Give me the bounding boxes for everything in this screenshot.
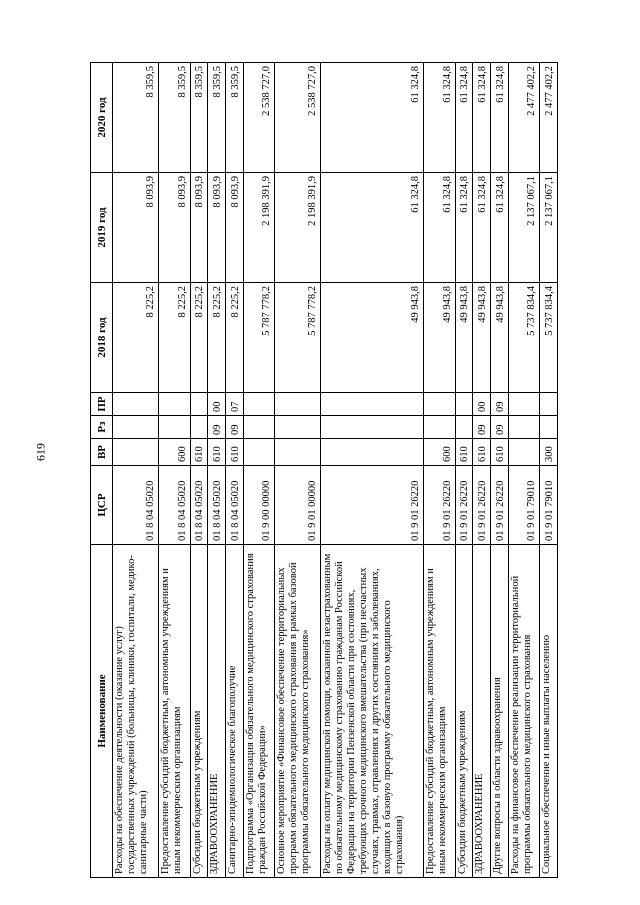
cell-2018: 5 737 834,4 bbox=[508, 283, 540, 393]
cell-2019: 61 324,8 bbox=[321, 173, 423, 283]
cell-2020: 2 477 402,2 bbox=[540, 63, 558, 173]
cell-vr: 610 bbox=[208, 439, 226, 466]
table-row bbox=[113, 63, 159, 878]
cell-2019: 8 093,9 bbox=[113, 173, 159, 283]
cell-2019: 2 137 067,1 bbox=[540, 173, 558, 283]
cell-2018: 8 225,2 bbox=[113, 283, 159, 393]
cell-vr: 610 bbox=[455, 439, 473, 466]
table-row bbox=[540, 63, 558, 878]
cell-name: Подпрограмма «Организация обязательного медицинского страхования граждан Российской Федерации» bbox=[243, 545, 275, 878]
cell-2019: 61 324,8 bbox=[490, 173, 508, 283]
cell-2019: 8 093,9 bbox=[226, 173, 244, 283]
cell-2020: 2 538 727,0 bbox=[243, 63, 275, 173]
cell-name: ЗДРАВООХРАНЕНИЕ bbox=[473, 545, 491, 878]
cell-pr bbox=[243, 393, 275, 416]
cell-vr bbox=[321, 439, 423, 466]
cell-rz: 09 bbox=[473, 416, 491, 439]
cell-2018: 8 225,2 bbox=[158, 283, 190, 393]
cell-2018: 49 943,8 bbox=[455, 283, 473, 393]
cell-2018: 5 737 834,4 bbox=[540, 283, 558, 393]
cell-rz bbox=[321, 416, 423, 439]
cell-rz bbox=[275, 416, 321, 439]
table-header-row bbox=[91, 63, 113, 878]
cell-pr bbox=[540, 393, 558, 416]
cell-vr: 600 bbox=[158, 439, 190, 466]
cell-name: Расходы на оплату медицинской помощи, оказанной незастрахованным по обязательному медицинскому страхованию гражданам Российской Федерации на территории Пензенской области при состояниях, требующих срочного медицинского вмешательства (при несчастных случаях, травмах, отравлениях и других состояниях и заболеваниях, входящих в базовую программу обязательного медицинского страхования) bbox=[321, 545, 423, 878]
cell-csr: 01 9 01 26220 bbox=[490, 466, 508, 545]
cell-pr: 07 bbox=[226, 393, 244, 416]
cell-2018: 8 225,2 bbox=[226, 283, 244, 393]
header-pr: ПР bbox=[91, 393, 113, 416]
cell-rz bbox=[540, 416, 558, 439]
cell-pr bbox=[423, 393, 455, 416]
cell-rz: 09 bbox=[208, 416, 226, 439]
table-row bbox=[275, 63, 321, 878]
cell-2020: 61 324,8 bbox=[321, 63, 423, 173]
cell-2018: 5 787 778,2 bbox=[243, 283, 275, 393]
cell-2020: 8 359,5 bbox=[190, 63, 208, 173]
table-row bbox=[473, 63, 491, 878]
table-row bbox=[490, 63, 508, 878]
cell-name: Другие вопросы в области здравоохранения bbox=[490, 545, 508, 878]
cell-name: ЗДРАВООХРАНЕНИЕ bbox=[208, 545, 226, 878]
cell-2020: 61 324,8 bbox=[423, 63, 455, 173]
cell-name: Социальное обеспечение и иные выплаты населению bbox=[540, 545, 558, 878]
cell-2019: 61 324,8 bbox=[423, 173, 455, 283]
cell-2019: 2 137 067,1 bbox=[508, 173, 540, 283]
header-csr: ЦСР bbox=[91, 466, 113, 545]
cell-csr: 01 9 01 00000 bbox=[275, 466, 321, 545]
table-row bbox=[455, 63, 473, 878]
cell-2018: 5 787 778,2 bbox=[275, 283, 321, 393]
cell-2020: 8 359,5 bbox=[208, 63, 226, 173]
cell-rz bbox=[455, 416, 473, 439]
cell-rz: 09 bbox=[226, 416, 244, 439]
cell-2020: 8 359,5 bbox=[226, 63, 244, 173]
cell-2019: 8 093,9 bbox=[190, 173, 208, 283]
cell-csr: 01 9 00 00000 bbox=[243, 466, 275, 545]
cell-rz bbox=[508, 416, 540, 439]
header-vr: ВР bbox=[91, 439, 113, 466]
cell-2019: 8 093,9 bbox=[158, 173, 190, 283]
cell-csr: 01 9 01 79010 bbox=[508, 466, 540, 545]
cell-2020: 2 538 727,0 bbox=[275, 63, 321, 173]
cell-pr bbox=[321, 393, 423, 416]
cell-name: Расходы на обеспечение деятельности (оказание услуг) государственных учреждений (больницы, клиники, госпитали, медико-санитарные части) bbox=[113, 545, 159, 878]
cell-pr: 00 bbox=[208, 393, 226, 416]
cell-vr bbox=[508, 439, 540, 466]
table-row bbox=[158, 63, 190, 878]
cell-vr: 610 bbox=[473, 439, 491, 466]
cell-csr: 01 8 04 05020 bbox=[208, 466, 226, 545]
cell-name: Субсидии бюджетным учреждениям bbox=[455, 545, 473, 878]
cell-pr: 09 bbox=[490, 393, 508, 416]
cell-csr: 01 8 04 05020 bbox=[113, 466, 159, 545]
cell-2020: 8 359,5 bbox=[158, 63, 190, 173]
cell-pr bbox=[158, 393, 190, 416]
table-row bbox=[321, 63, 423, 878]
cell-rz bbox=[243, 416, 275, 439]
header-2020: 2020 год bbox=[91, 63, 113, 173]
cell-name: Санитарно-эпидемиологическое благополучие bbox=[226, 545, 244, 878]
cell-2019: 61 324,8 bbox=[473, 173, 491, 283]
cell-vr bbox=[275, 439, 321, 466]
header-2018: 2018 год bbox=[91, 283, 113, 393]
cell-2018: 49 943,8 bbox=[423, 283, 455, 393]
cell-2020: 61 324,8 bbox=[455, 63, 473, 173]
cell-2020: 61 324,8 bbox=[490, 63, 508, 173]
page-number: 619 bbox=[33, 443, 48, 461]
table-row bbox=[208, 63, 226, 878]
cell-2018: 49 943,8 bbox=[321, 283, 423, 393]
cell-csr: 01 8 04 05020 bbox=[190, 466, 208, 545]
cell-name: Субсидии бюджетным учреждениям bbox=[190, 545, 208, 878]
budget-table bbox=[90, 62, 558, 878]
cell-2018: 49 943,8 bbox=[473, 283, 491, 393]
cell-name: Предоставление субсидий бюджетным, автономным учреждениям и иным некоммерческим организациям bbox=[158, 545, 190, 878]
cell-pr bbox=[113, 393, 159, 416]
cell-csr: 01 9 01 26220 bbox=[423, 466, 455, 545]
cell-rz: 09 bbox=[490, 416, 508, 439]
cell-name: Основное мероприятие «Финансовое обеспечение территориальных программ обязательного медицинского страхования в рамках базовой программы обязательного медицинского страхования» bbox=[275, 545, 321, 878]
cell-vr bbox=[243, 439, 275, 466]
table-row bbox=[226, 63, 244, 878]
cell-2020: 8 359,5 bbox=[113, 63, 159, 173]
cell-2019: 61 324,8 bbox=[455, 173, 473, 283]
rotated-table-container bbox=[90, 63, 558, 878]
cell-vr bbox=[113, 439, 159, 466]
cell-rz bbox=[190, 416, 208, 439]
cell-2018: 8 225,2 bbox=[190, 283, 208, 393]
cell-csr: 01 9 01 79010 bbox=[540, 466, 558, 545]
table-row bbox=[508, 63, 540, 878]
cell-vr: 600 bbox=[423, 439, 455, 466]
table-row bbox=[423, 63, 455, 878]
cell-pr bbox=[455, 393, 473, 416]
cell-vr: 300 bbox=[540, 439, 558, 466]
cell-pr: 00 bbox=[473, 393, 491, 416]
cell-csr: 01 8 04 05020 bbox=[158, 466, 190, 545]
cell-pr bbox=[190, 393, 208, 416]
cell-2019: 2 198 391,9 bbox=[243, 173, 275, 283]
cell-2018: 8 225,2 bbox=[208, 283, 226, 393]
cell-csr: 01 9 01 26220 bbox=[455, 466, 473, 545]
cell-vr: 610 bbox=[190, 439, 208, 466]
cell-name: Предоставление субсидий бюджетным, автономным учреждениям и иным некоммерческим организациям bbox=[423, 545, 455, 878]
cell-rz bbox=[158, 416, 190, 439]
header-name: Наименование bbox=[91, 545, 113, 878]
cell-vr: 610 bbox=[490, 439, 508, 466]
cell-rz bbox=[113, 416, 159, 439]
cell-2020: 61 324,8 bbox=[473, 63, 491, 173]
table-row bbox=[190, 63, 208, 878]
cell-2019: 2 198 391,9 bbox=[275, 173, 321, 283]
cell-vr: 610 bbox=[226, 439, 244, 466]
cell-2019: 8 093,9 bbox=[208, 173, 226, 283]
cell-rz bbox=[423, 416, 455, 439]
cell-csr: 01 9 01 26220 bbox=[473, 466, 491, 545]
cell-pr bbox=[275, 393, 321, 416]
table-row bbox=[243, 63, 275, 878]
cell-csr: 01 9 01 26220 bbox=[321, 466, 423, 545]
cell-2018: 49 943,8 bbox=[490, 283, 508, 393]
header-2019: 2019 год bbox=[91, 173, 113, 283]
header-rz: Рз bbox=[91, 416, 113, 439]
cell-pr bbox=[508, 393, 540, 416]
cell-2020: 2 477 402,2 bbox=[508, 63, 540, 173]
cell-csr: 01 8 04 05020 bbox=[226, 466, 244, 545]
cell-name: Расходы на финансовое обеспечение реализации территориальной программы обязательного медицинского страхования bbox=[508, 545, 540, 878]
